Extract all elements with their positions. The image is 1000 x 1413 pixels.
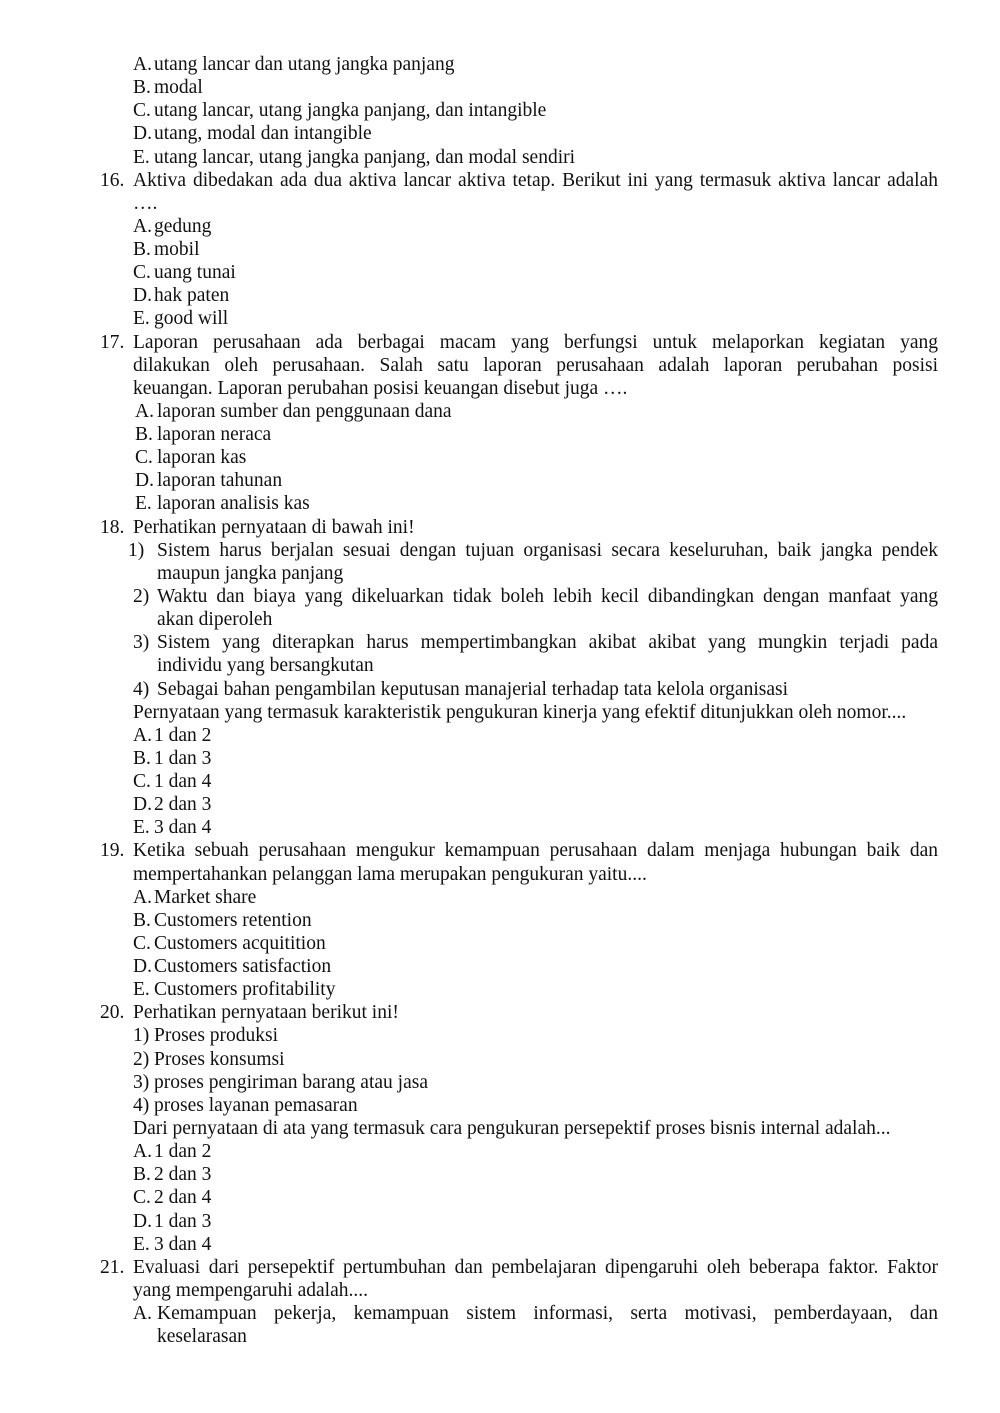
- question-prompt: Pernyataan yang termasuk karakteristik pengukuran kinerja yang efektif ditunjukkan oleh nomor....: [133, 701, 907, 723]
- answer-option-text: Kemampuan pekerja, kemampuan sistem informasi, serta motivasi, pemberdayaan, dan: [157, 1303, 938, 1325]
- answer-option-text: utang lancar dan utang jangka panjang: [154, 54, 455, 75]
- statement-item-label: 2): [133, 1048, 150, 1070]
- statement-item-text: akan diperoleh: [157, 609, 273, 631]
- answer-option-text: 2 dan 4: [154, 1187, 212, 1209]
- answer-option-label: A.: [133, 1303, 152, 1325]
- answer-option-text: 2 dan 3: [154, 1164, 212, 1186]
- answer-option-label: E.: [133, 146, 150, 168]
- answer-option-label: C.: [135, 447, 153, 469]
- answer-option-text: laporan tahunan: [157, 470, 283, 492]
- answer-option-label: C.: [133, 771, 151, 793]
- answer-option-label: A.: [133, 724, 152, 746]
- answer-option-label: E.: [133, 817, 150, 839]
- statement-item-text: maupun jangka panjang: [157, 562, 344, 584]
- question-number: 19.: [100, 840, 125, 862]
- answer-option-text: keselarasan: [157, 1326, 247, 1348]
- statement-item-label: 2): [133, 585, 150, 607]
- answer-option-text: Customers satisfaction: [154, 956, 332, 978]
- statement-item-text: Waktu dan biaya yang dikeluarkan tidak boleh lebih kecil dibandingkan dengan manfaat yang: [157, 585, 938, 607]
- statement-item-text: individu yang bersangkutan: [157, 655, 374, 677]
- question-number: 16.: [100, 169, 125, 191]
- answer-option-label: C.: [133, 1187, 151, 1209]
- statement-item-label: 1): [128, 539, 145, 561]
- answer-option-label: A.: [133, 215, 152, 237]
- question-stem: Ketika sebuah perusahaan mengukur kemampuan perusahaan dalam menjaga hubungan baik dan: [133, 840, 938, 862]
- answer-option-label: D.: [133, 285, 152, 307]
- question-stem: dilakukan oleh perusahaan. Salah satu laporan perusahaan adalah laporan perubahan posisi: [133, 354, 938, 376]
- answer-option-text: laporan kas: [157, 447, 247, 469]
- question-stem: mempertahankan pelanggan lama merupakan pengukuran yaitu....: [133, 863, 647, 885]
- answer-option-label: B.: [133, 909, 151, 931]
- answer-option-label: D.: [133, 794, 152, 816]
- statement-item-label: 4): [133, 1094, 150, 1116]
- statement-item-label: 3): [133, 1071, 150, 1093]
- answer-option-label: E.: [133, 308, 150, 330]
- answer-option-text: 3 dan 4: [154, 817, 212, 839]
- question-number: 21.: [100, 1256, 125, 1278]
- question-number: 20.: [100, 1002, 125, 1024]
- answer-option-label: B.: [133, 77, 151, 99]
- statement-item-text: proses pengiriman barang atau jasa: [154, 1071, 428, 1093]
- answer-option-text: mobil: [154, 239, 200, 261]
- answer-option-label: D.: [133, 956, 152, 978]
- statement-item-text: Proses produksi: [154, 1025, 279, 1047]
- statement-item-label: 3): [133, 632, 150, 654]
- question-number: 17.: [100, 331, 125, 353]
- answer-option-text: utang lancar, utang jangka panjang, dan intangible: [154, 100, 547, 122]
- answer-option-text: Customers retention: [154, 909, 312, 931]
- question-prompt: Dari pernyataan di ata yang termasuk cara pengukuran persepektif proses bisnis internal adalah...: [133, 1117, 891, 1139]
- question-stem: yang mempengaruhi adalah....: [133, 1279, 368, 1301]
- answer-option-text: good will: [154, 308, 229, 330]
- answer-option-text: 3 dan 4: [154, 1233, 212, 1255]
- answer-option-text: gedung: [154, 215, 212, 237]
- answer-option-text: 1 dan 3: [154, 1210, 212, 1232]
- statement-item-text: Sebagai bahan pengambilan keputusan manajerial terhadap tata kelola organisasi: [157, 678, 788, 700]
- question-stem: keuangan. Laporan perubahan posisi keuangan disebut juga ….: [133, 377, 628, 399]
- answer-option-label: A.: [133, 1141, 152, 1163]
- statement-item-text: Sistem harus berjalan sesuai dengan tujuan organisasi secara keseluruhan, baik jangka pendek: [157, 539, 938, 561]
- question-number: 18.: [100, 516, 125, 538]
- answer-option-label: C.: [133, 262, 151, 284]
- answer-option-text: utang, modal dan intangible: [154, 123, 372, 145]
- statement-item-label: 1): [133, 1025, 150, 1047]
- question-stem: Perhatikan pernyataan berikut ini!: [133, 1002, 399, 1024]
- answer-option-label: B.: [133, 239, 151, 261]
- answer-option-label: A.: [135, 400, 154, 422]
- answer-option-text: uang tunai: [154, 262, 236, 284]
- answer-option-text: laporan analisis kas: [157, 493, 310, 515]
- answer-option-label: B.: [133, 1164, 151, 1186]
- question-stem: Evaluasi dari persepektif pertumbuhan dan pembelajaran dipengaruhi oleh beberapa faktor. Faktor: [133, 1256, 938, 1278]
- answer-option-text: laporan sumber dan penggunaan dana: [157, 400, 452, 422]
- answer-option-text: 2 dan 3: [154, 794, 212, 816]
- answer-option-text: hak paten: [154, 285, 230, 307]
- answer-option-label: C.: [133, 932, 151, 954]
- question-stem: Laporan perusahaan ada berbagai macam yang berfungsi untuk melaporkan kegiatan yang: [133, 331, 938, 353]
- answer-option-text: 1 dan 4: [154, 771, 212, 793]
- answer-option-label: E.: [133, 979, 150, 1001]
- answer-option-label: D.: [133, 1210, 152, 1232]
- answer-option-text: utang lancar, utang jangka panjang, dan modal sendiri: [154, 146, 576, 168]
- answer-option-label: E.: [133, 1233, 150, 1255]
- question-stem: Aktiva dibedakan ada dua aktiva lancar aktiva tetap. Berikut ini yang termasuk aktiva lancar adalah: [133, 169, 938, 191]
- answer-option-label: E.: [135, 493, 152, 515]
- answer-option-text: modal: [154, 77, 203, 99]
- statement-item-text: Proses konsumsi: [154, 1048, 285, 1070]
- statement-item-text: proses layanan pemasaran: [154, 1094, 358, 1116]
- answer-option-text: 1 dan 3: [154, 747, 212, 769]
- answer-option-text: 1 dan 2: [154, 1141, 212, 1163]
- answer-option-text: Customers profitability: [154, 979, 336, 1001]
- answer-option-text: Customers acquitition: [154, 932, 326, 954]
- question-stem: Perhatikan pernyataan di bawah ini!: [133, 516, 415, 538]
- answer-option-label: A.: [133, 886, 152, 908]
- answer-option-label: C.: [133, 100, 151, 122]
- answer-option-label: D.: [133, 123, 152, 145]
- answer-option-label: B.: [133, 747, 151, 769]
- statement-item-label: 4): [133, 678, 150, 700]
- statement-item-text: Sistem yang diterapkan harus mempertimbangkan akibat akibat yang mungkin terjadi pada: [157, 632, 938, 654]
- question-stem: ….: [133, 192, 158, 214]
- answer-option-text: laporan neraca: [157, 424, 272, 446]
- answer-option-text: 1 dan 2: [154, 724, 212, 746]
- answer-option-text: Market share: [154, 886, 257, 908]
- answer-option-label: A.: [133, 54, 152, 75]
- answer-option-label: B.: [135, 424, 153, 446]
- answer-option-label: D.: [135, 470, 154, 492]
